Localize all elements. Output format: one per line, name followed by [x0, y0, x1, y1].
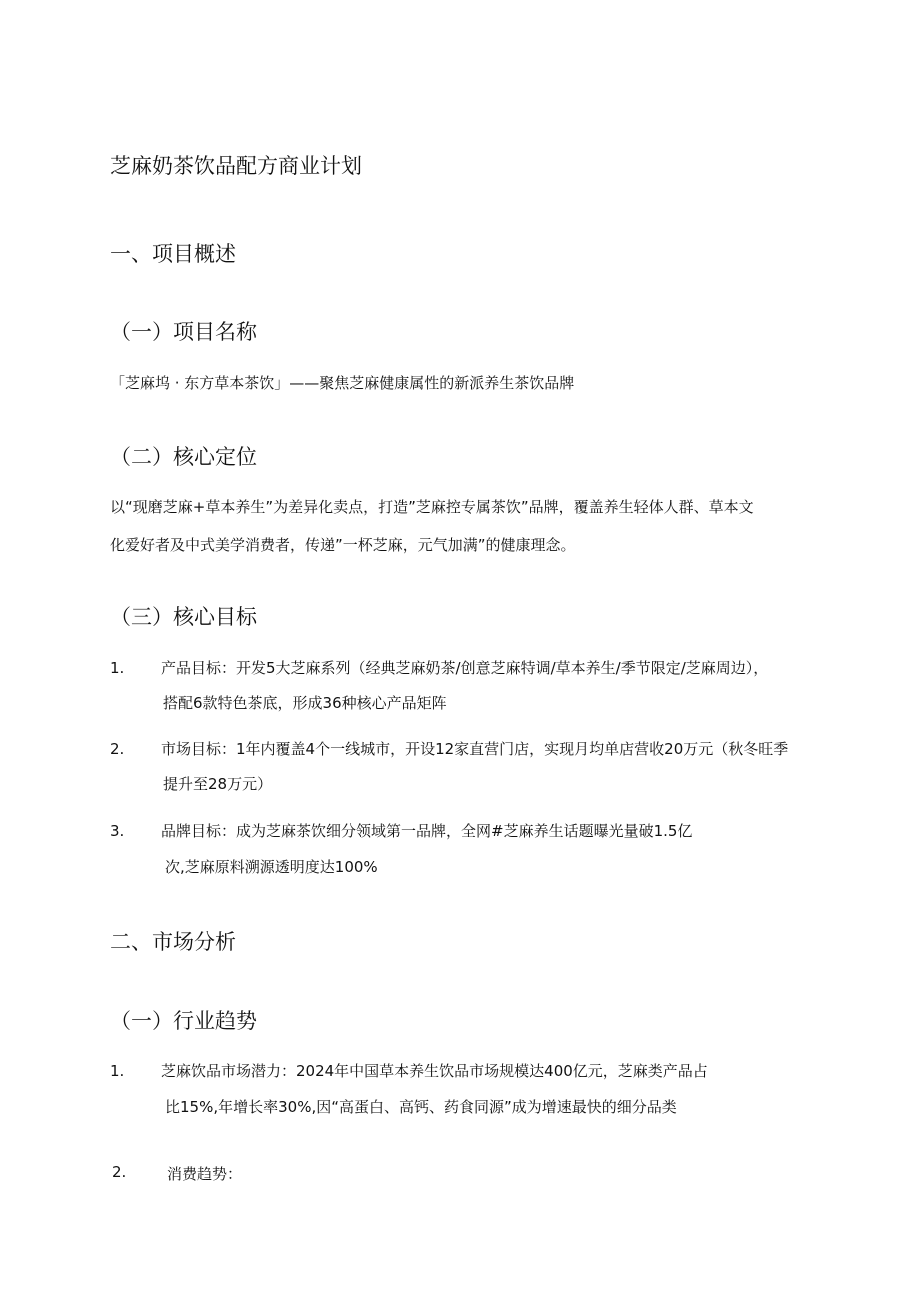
- list-item-number: 2.: [112, 1163, 127, 1181]
- section-heading-overview: 一、项目概述: [110, 242, 236, 266]
- goal-market-line1: 市场目标：1年内覆盖4个一线城市，开设12家直营门店，实现月均单店营收20万元（秋冬旺季: [161, 740, 789, 758]
- list-item-number: 1.: [110, 1062, 125, 1080]
- project-name-text: 「芝麻坞 · 东方草本茶饮」——聚焦芝麻健康属性的新派养生茶饮品牌: [110, 374, 575, 392]
- positioning-text-line1: 以“现磨芝麻+草本养生”为差异化卖点，打造”芝麻控专属茶饮”品牌，覆盖养生轻体人群、草本文: [110, 498, 754, 516]
- list-item-number: 1.: [110, 659, 125, 677]
- trend-market-potential-line1: 芝麻饮品市场潜力：2024年中国草本养生饮品市场规模达400亿元，芝麻类产品占: [161, 1062, 708, 1080]
- goal-product-line2: 搭配6款特色茶底，形成36种核心产品矩阵: [163, 694, 447, 712]
- goal-product-line1: 产品目标：开发5大芝麻系列（经典芝麻奶茶/创意芝麻特调/草本养生/季节限定/芝麻周边），: [161, 659, 769, 677]
- positioning-text-line2: 化爱好者及中式美学消费者，传递”一杯芝麻，元气加满”的健康理念。: [110, 536, 576, 554]
- subsection-heading-positioning: （二）核心定位: [110, 445, 257, 469]
- trend-market-potential-line2: 比15%,年增长率30%,因“高蛋白、高钙、药食同源”成为增速最快的细分品类: [165, 1098, 677, 1116]
- subsection-heading-industry-trends: （一）行业趋势: [110, 1009, 257, 1033]
- goal-market-line2: 提升至28万元）: [163, 775, 273, 793]
- subsection-heading-goals: （三）核心目标: [110, 605, 257, 629]
- subsection-heading-project-name: （一）项目名称: [110, 320, 257, 344]
- trend-consumption-label: 消费趋势：: [167, 1165, 243, 1183]
- document-title: 芝麻奶茶饮品配方商业计划: [110, 154, 362, 178]
- list-item-number: 3.: [110, 822, 125, 840]
- section-heading-market-analysis: 二、市场分析: [110, 930, 236, 954]
- goal-brand-line2: 次,芝麻原料溯源透明度达100%: [165, 858, 378, 876]
- goal-brand-line1: 品牌目标：成为芝麻茶饮细分领域第一品牌，全网#芝麻养生话题曝光量破1.5亿: [161, 822, 693, 840]
- list-item-number: 2.: [110, 740, 125, 758]
